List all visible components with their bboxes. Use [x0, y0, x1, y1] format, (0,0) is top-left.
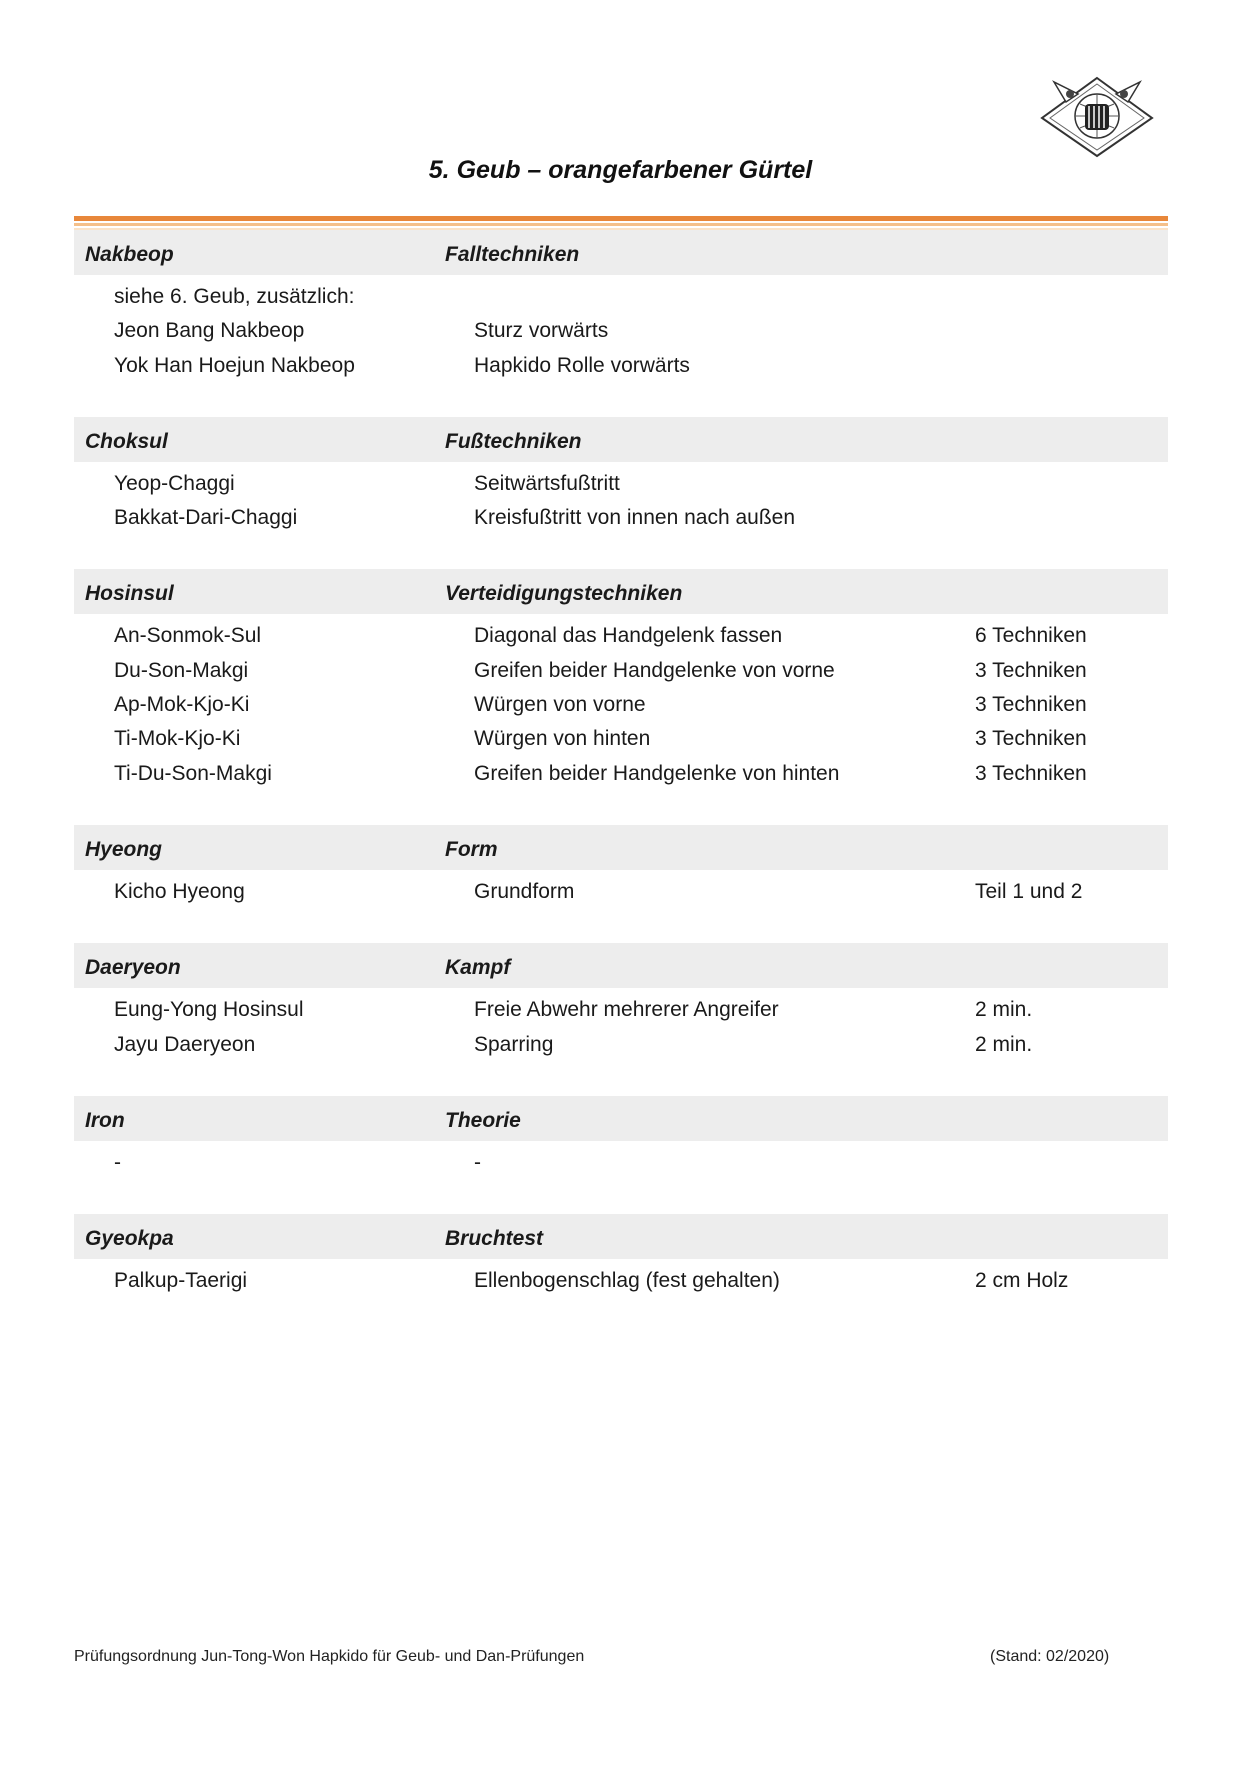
- section-gyeokpa: [74, 1214, 1168, 1332]
- technique-requirement: 3 Techniken: [975, 658, 1087, 682]
- technique-korean-name: An-Sonmok-Sul: [114, 624, 262, 648]
- technique-korean-name: Ti-Mok-Kjo-Ki: [114, 727, 241, 751]
- technique-row: [74, 620, 1168, 654]
- technique-requirement: 3 Techniken: [975, 761, 1087, 785]
- section-choksul: [74, 417, 1168, 570]
- section-korean-title: Gyeokpa: [85, 1227, 174, 1251]
- technique-korean-name: siehe 6. Geub, zusätzlich:: [114, 285, 355, 308]
- technique-description: Kreisfußtritt von innen nach außen: [474, 506, 796, 530]
- section-german-title: Kampf: [445, 956, 511, 980]
- technique-description: Würgen von vorne: [474, 693, 646, 717]
- section-korean-title: Nakbeop: [85, 243, 174, 266]
- section-german-title: Falltechniken: [445, 243, 580, 266]
- section-korean-title: Choksul: [85, 429, 168, 453]
- technique-korean-name: Jayu Daeryeon: [114, 1032, 256, 1056]
- section-german-title: Form: [445, 837, 498, 861]
- technique-row: [74, 994, 1168, 1028]
- technique-requirement: 2 min.: [975, 1032, 1033, 1056]
- section-rows: [74, 275, 1168, 417]
- section-header: [74, 825, 1168, 870]
- technique-requirement: 2 cm Holz: [975, 1269, 1069, 1293]
- technique-requirement: 6 Techniken: [975, 624, 1087, 648]
- technique-row: [74, 876, 1168, 910]
- technique-row: [74, 502, 1168, 536]
- technique-description: Sparring: [474, 1032, 554, 1056]
- section-rows: [74, 1141, 1168, 1214]
- technique-row: [74, 689, 1168, 723]
- technique-description: Grundform: [474, 879, 575, 903]
- technique-requirement: 3 Techniken: [975, 727, 1087, 751]
- section-german-title: Theorie: [445, 1108, 521, 1132]
- technique-row: [74, 758, 1168, 792]
- section-german-title: Fußtechniken: [445, 429, 582, 453]
- technique-korean-name: Ap-Mok-Kjo-Ki: [114, 693, 250, 717]
- technique-row: [74, 1029, 1168, 1063]
- footer-version: (Stand: 02/2020): [990, 1648, 1110, 1665]
- technique-row: [74, 350, 1168, 384]
- technique-row: [74, 281, 1168, 315]
- section-korean-title: Daeryeon: [85, 956, 181, 980]
- technique-korean-name: Palkup-Taerigi: [114, 1269, 248, 1293]
- technique-description: Ellenbogenschlag (fest gehalten): [474, 1269, 780, 1293]
- technique-row: [74, 1265, 1168, 1299]
- technique-korean-name: Yeop-Chaggi: [114, 471, 235, 495]
- technique-requirement: 3 Techniken: [975, 693, 1087, 717]
- section-header: [74, 569, 1168, 614]
- technique-korean-name: Ti-Du-Son-Makgi: [114, 761, 272, 785]
- technique-korean-name: Du-Son-Makgi: [114, 658, 249, 682]
- technique-description: Freie Abwehr mehrerer Angreifer: [474, 998, 779, 1022]
- section-rows: [74, 988, 1168, 1096]
- title-divider: [74, 216, 1168, 221]
- title-divider-secondary: [74, 223, 1168, 226]
- technique-korean-name: Jeon Bang Nakbeop: [114, 319, 305, 343]
- section-korean-title: Iron: [85, 1108, 125, 1132]
- technique-description: Sturz vorwärts: [474, 319, 609, 343]
- section-daeryeon: [74, 943, 1168, 1096]
- technique-korean-name: Eung-Yong Hosinsul: [114, 998, 304, 1022]
- section-header: [74, 1096, 1168, 1141]
- technique-description: Hapkido Rolle vorwärts: [474, 353, 690, 377]
- technique-requirement: 2 min.: [975, 998, 1033, 1022]
- section-hosinsul: [74, 569, 1168, 824]
- technique-description: Greifen beider Handgelenke von vorne: [474, 658, 835, 682]
- technique-description: -: [474, 1150, 481, 1174]
- section-header: [74, 417, 1168, 462]
- technique-korean-name: -: [114, 1150, 121, 1174]
- technique-requirement: Teil 1 und 2: [975, 879, 1083, 903]
- section-rows: [74, 1259, 1168, 1332]
- technique-row: [74, 315, 1168, 349]
- section-german-title: Bruchtest: [445, 1227, 544, 1251]
- section-nakbeop: [74, 230, 1168, 417]
- technique-row: [74, 1147, 1168, 1181]
- section-german-title: Verteidigungstechniken: [445, 582, 683, 606]
- hapkido-emblem-icon: [1036, 72, 1158, 160]
- section-rows: [74, 462, 1168, 570]
- technique-korean-name: Kicho Hyeong: [114, 879, 245, 903]
- section-header: [74, 943, 1168, 988]
- section-rows: [74, 870, 1168, 943]
- technique-description: Greifen beider Handgelenke von hinten: [474, 761, 840, 785]
- section-rows: [74, 614, 1168, 824]
- exam-requirements-table: [74, 230, 1168, 1332]
- technique-row: [74, 468, 1168, 502]
- page-title: 5. Geub – orangefarbener Gürtel: [428, 156, 813, 184]
- technique-korean-name: Bakkat-Dari-Chaggi: [114, 506, 298, 530]
- section-korean-title: Hyeong: [85, 837, 163, 861]
- technique-description: Würgen von hinten: [474, 727, 651, 751]
- section-hyeong: [74, 825, 1168, 943]
- technique-description: Diagonal das Handgelenk fassen: [474, 624, 783, 648]
- section-korean-title: Hosinsul: [85, 582, 174, 606]
- technique-row: [74, 655, 1168, 689]
- technique-korean-name: Yok Han Hoejun Nakbeop: [114, 353, 355, 377]
- section-header: [74, 1214, 1168, 1259]
- footer-document-title: Prüfungsordnung Jun-Tong-Won Hapkido für Geub- und Dan-Prüfungen: [74, 1648, 585, 1665]
- section-iron: [74, 1096, 1168, 1214]
- technique-description: Seitwärtsfußtritt: [474, 471, 620, 495]
- technique-row: [74, 723, 1168, 757]
- section-header: [74, 230, 1168, 275]
